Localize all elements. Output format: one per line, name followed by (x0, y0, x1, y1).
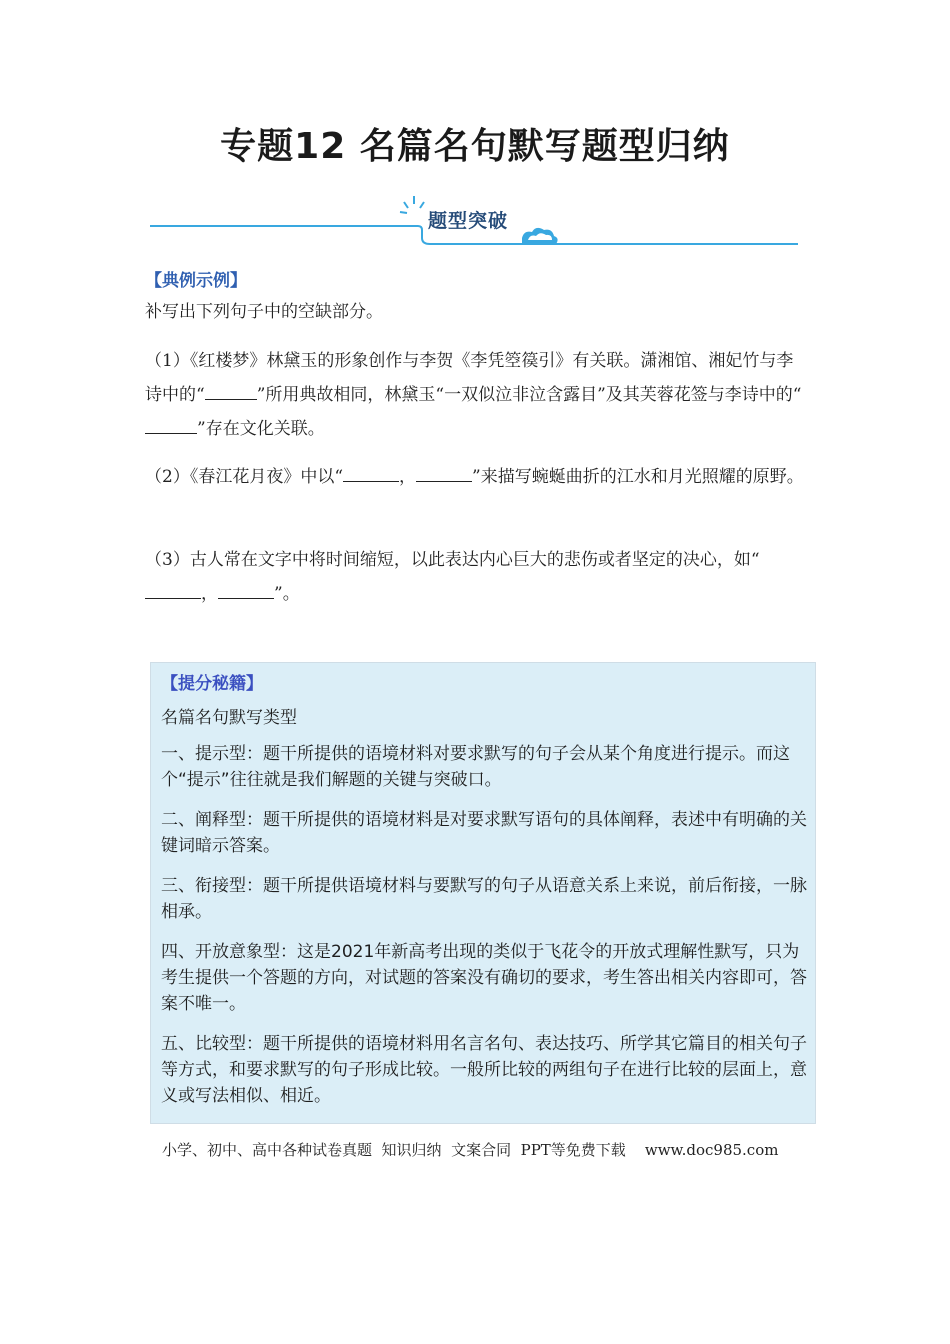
answer-blank (145, 578, 201, 599)
answer-blank (205, 379, 257, 400)
question-1-part-a: （1）《红楼梦》林黛玉的形象创作与李贺《李凭箜篌引》有关联。潇湘馆、湘妃竹与李诗中的“ (145, 351, 794, 405)
tip-item-connect: 三、衔接型：题干所提供语境材料与要默写的句子从语意关系上来说，前后衔接，一脉相承。 (161, 876, 807, 922)
question-1 (145, 344, 810, 446)
answer-blank (343, 461, 399, 482)
question-2-part-b: ”来描写蜿蜒曲折的江水和月光照耀的原野。 (472, 467, 804, 487)
question-1-part-c: ”存在文化关联。 (197, 419, 325, 439)
question-3 (145, 543, 810, 611)
answer-blank (416, 461, 472, 482)
sparkle-icon (400, 196, 424, 213)
question-3-separator: ， (201, 584, 218, 604)
tip-item-prompt: 一、提示型：题干所提供的语境材料对要求默写的句子会从某个角度进行提示。而这个“提示”往往就是我们解题的关键与突破口。 (161, 744, 790, 790)
banner-label: 题型突破 (428, 210, 509, 232)
question-3-part-b: ”。 (274, 584, 300, 604)
question-2-part-a: （2）《春江花月夜》中以“ (145, 467, 344, 487)
example-label: 【典例示例】 (145, 271, 247, 291)
page-title: 专题12 名篇名句默写题型归纳 (220, 126, 730, 167)
question-2 (145, 460, 810, 494)
tip-item-explain: 二、阐释型：题干所提供的语境材料是对要求默写语句的具体阐释，表述中有明确的关键词暗示答案。 (161, 810, 807, 856)
section-banner (150, 192, 800, 254)
tips-subtitle: 名篇名句默写类型 (161, 708, 297, 728)
answer-blank (145, 413, 197, 434)
footer-text: 小学、初中、高中各种试卷真题 知识归纳 文案合同 PPT等免费下载 www.doc985.com (162, 1141, 779, 1159)
tip-item-compare: 五、比较型：题干所提供的语境材料用名言名句、表达技巧、所学其它篇目的相关句子等方式，和要求默写的句子形成比较。一般所比较的两组句子在进行比较的层面上，意义或写法相似、相近。 (161, 1034, 807, 1106)
tips-label: 【提分秘籍】 (161, 674, 263, 694)
tips-box (150, 662, 816, 1124)
question-1-part-b: ”所用典故相同，林黛玉“一双似泣非泣含露目”及其芙蓉花签与李诗中的“ (256, 385, 802, 405)
question-3-part-a: （3）古人常在文字中将时间缩短，以此表达内心巨大的悲伤或者坚定的决心，如“ (145, 550, 760, 570)
instruction-text: 补写出下列句子中的空缺部分。 (145, 302, 383, 322)
tip-item-open: 四、开放意象型：这是2021年新高考出现的类似于飞花令的开放式理解性默写，只为考生提供一个答题的方向，对试题的答案没有确切的要求，考生答出相关内容即可，答案不唯一。 (161, 942, 807, 1014)
answer-blank (218, 578, 274, 599)
question-2-separator: ， (399, 467, 417, 487)
